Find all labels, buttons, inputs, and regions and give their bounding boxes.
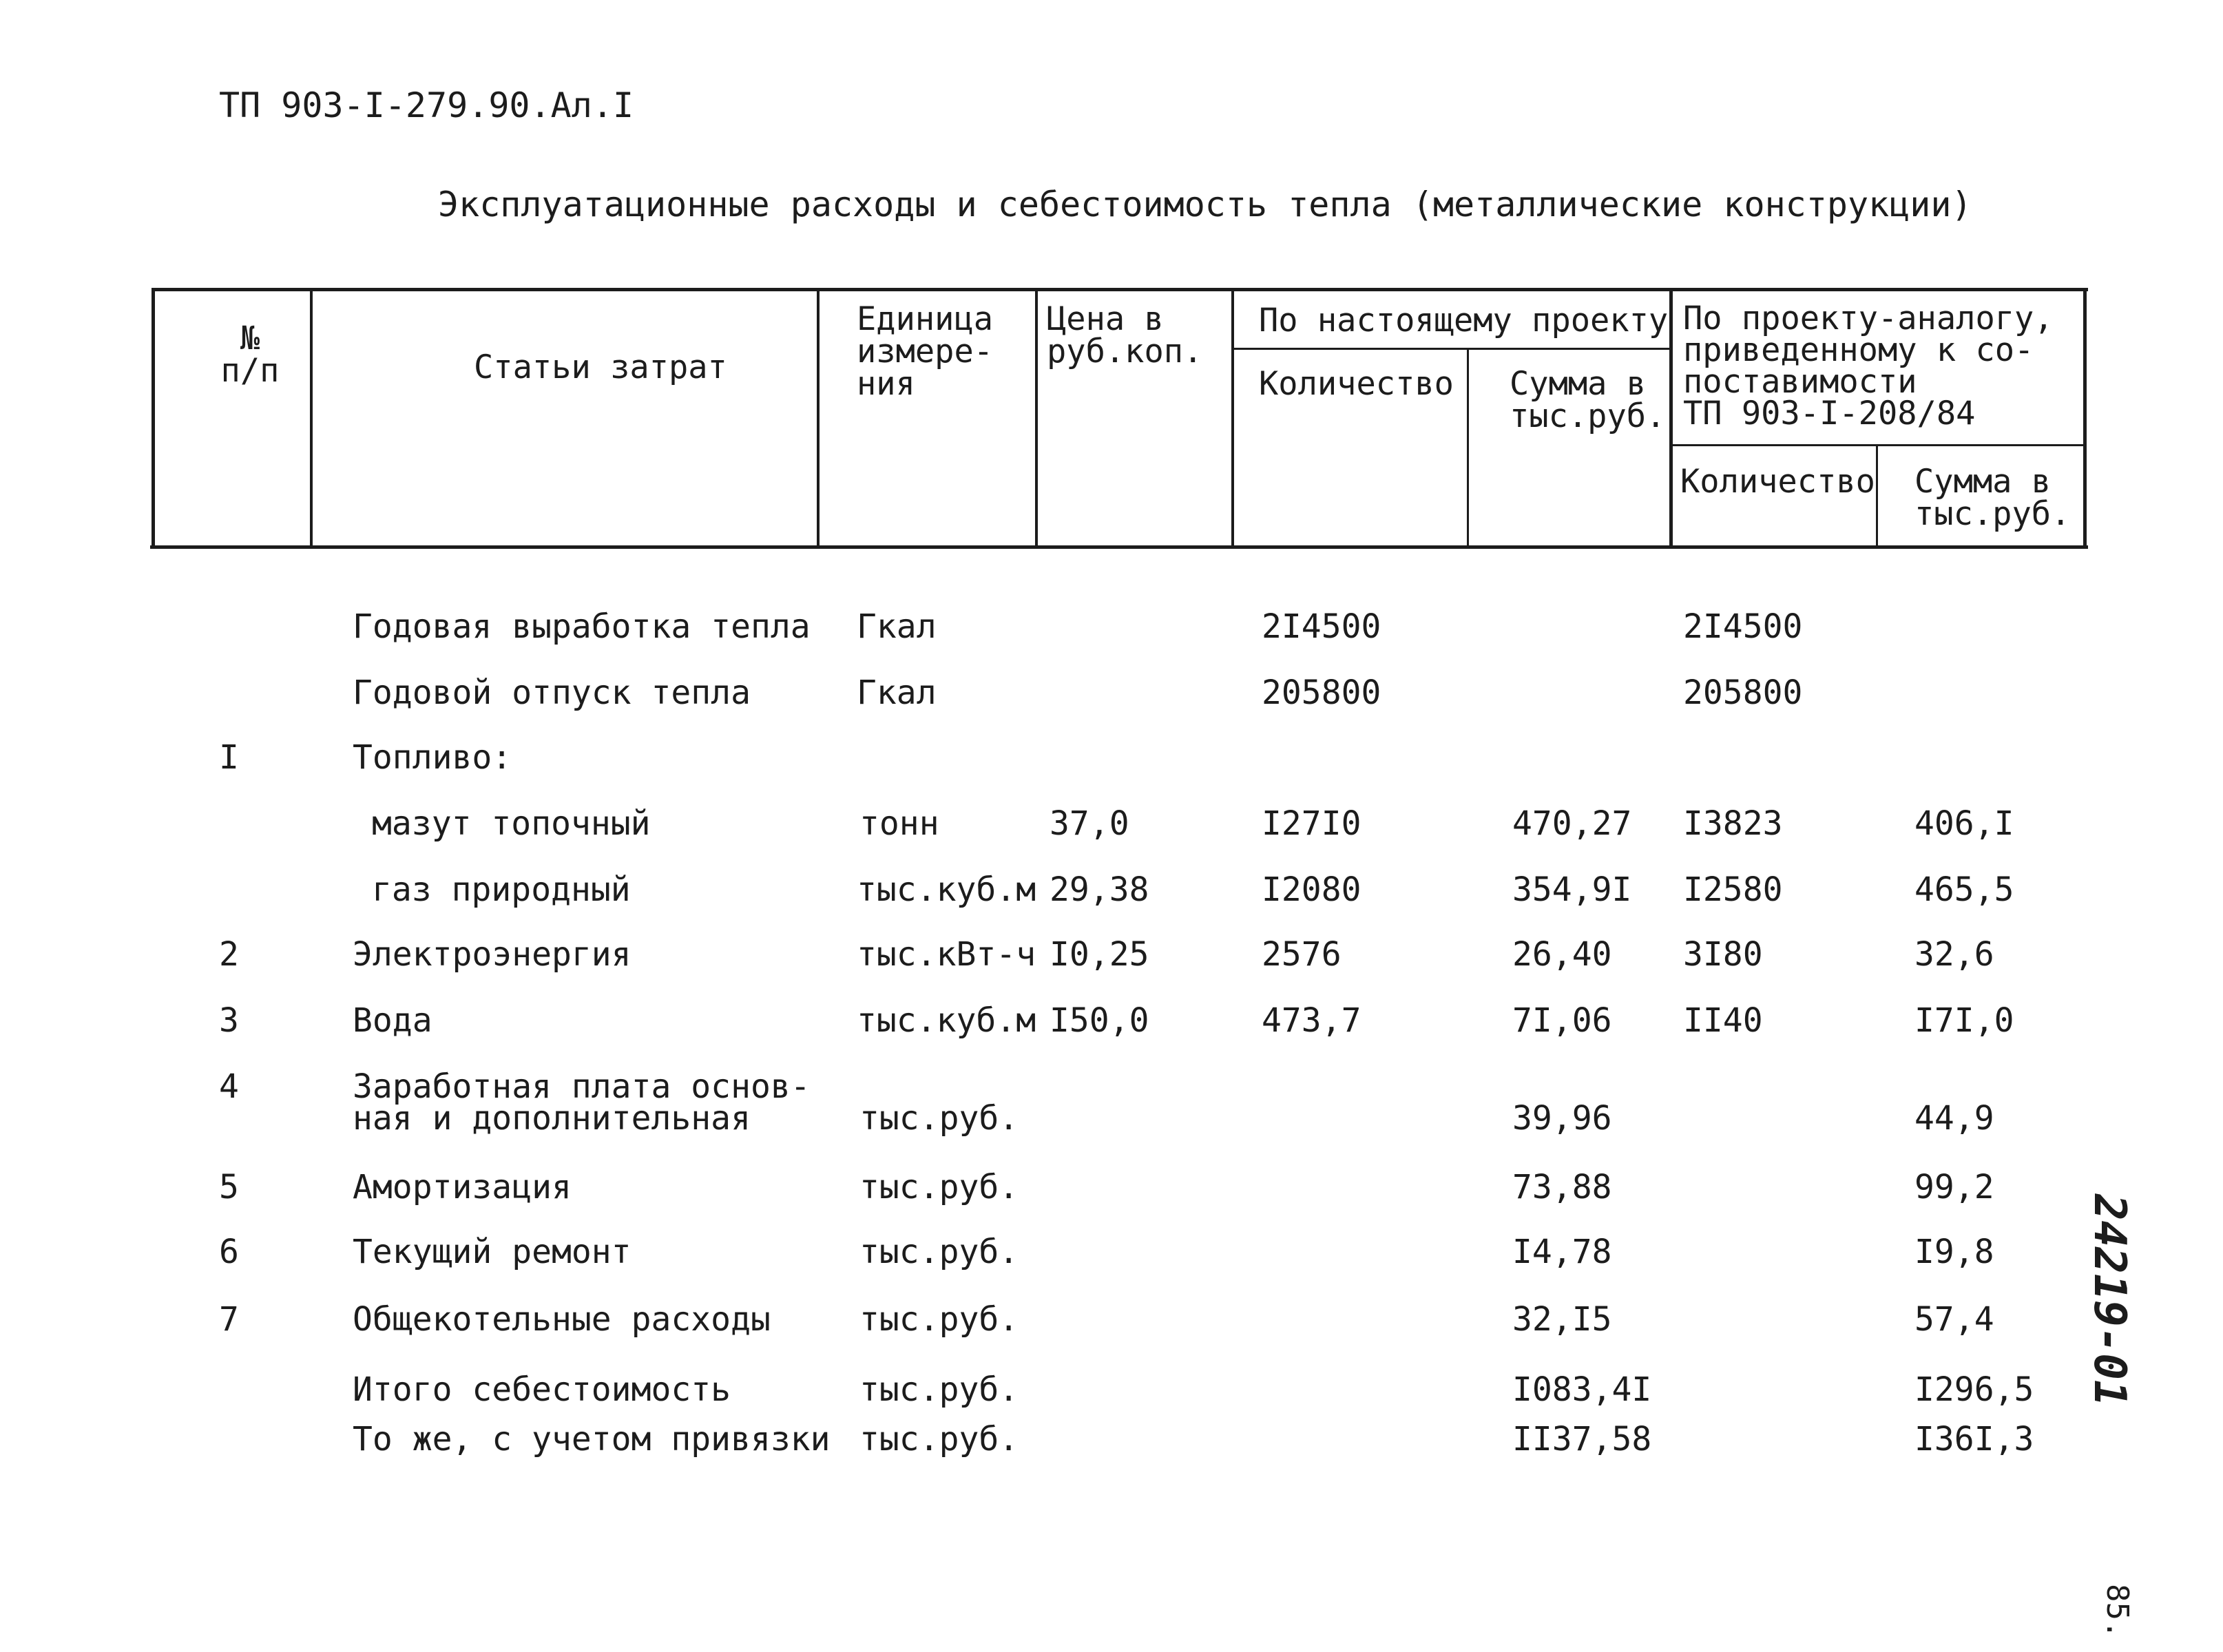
row-unit: тыс.руб. xyxy=(859,1233,1019,1271)
row-item: Текущий ремонт xyxy=(353,1233,632,1271)
row-unit: тыс.руб. xyxy=(859,1420,1019,1458)
row-number: I xyxy=(219,738,239,777)
row-unit: тыс.руб. xyxy=(859,1300,1019,1339)
row-item: газ природный xyxy=(372,870,631,909)
row-quantity: I2080 xyxy=(1262,870,1361,909)
row-sum: 32,I5 xyxy=(1512,1300,1612,1339)
row-sum: I083,4I xyxy=(1512,1370,1652,1409)
row-unit: тыс.куб.м xyxy=(857,870,1036,909)
row-number: 2 xyxy=(219,935,239,974)
row-unit: Гкал xyxy=(857,607,937,646)
page-number: 85. xyxy=(2100,1584,2135,1639)
row-number: 5 xyxy=(219,1168,239,1206)
row-quantity: 205800 xyxy=(1262,673,1381,712)
row-item: Общекотельные расходы xyxy=(353,1300,771,1339)
row-analog-sum: 32,6 xyxy=(1914,935,1994,974)
row-item: То же, с учетом привязки xyxy=(353,1420,831,1458)
row-item: Электроэнергия xyxy=(353,935,632,974)
row-quantity: 2576 xyxy=(1262,935,1342,974)
row-unit: тыс.руб. xyxy=(859,1099,1019,1138)
row-number: 6 xyxy=(219,1233,239,1271)
row-item: Амортизация xyxy=(353,1168,572,1206)
row-item: Итого себестоимость xyxy=(353,1370,731,1409)
row-analog-sum: I36I,3 xyxy=(1914,1420,2034,1458)
row-price: I0,25 xyxy=(1050,935,1149,974)
row-analog-sum: 44,9 xyxy=(1914,1099,1994,1138)
header-current-quantity: Количество xyxy=(1259,365,1454,403)
row-item: Вода xyxy=(353,1001,432,1040)
row-analog-sum: I296,5 xyxy=(1914,1370,2034,1409)
row-analog-quantity: II40 xyxy=(1683,1001,1763,1040)
header-unit: Единица измере- ния xyxy=(857,300,994,403)
row-sum: 26,40 xyxy=(1512,935,1612,974)
row-analog-sum: I9,8 xyxy=(1914,1233,1994,1271)
row-unit: тонн xyxy=(859,804,939,843)
row-sum: 39,96 xyxy=(1512,1099,1612,1138)
header-number: № п/п xyxy=(220,320,280,390)
header-analog-sum: Сумма в тыс.руб. xyxy=(1914,463,2071,533)
row-analog-sum: 99,2 xyxy=(1914,1168,1994,1206)
row-analog-sum: 57,4 xyxy=(1914,1300,1994,1339)
header-price: Цена в руб.коп. xyxy=(1047,300,1203,370)
archive-number: 24219-01 xyxy=(2084,1194,2135,1407)
row-sum: II37,58 xyxy=(1512,1420,1652,1458)
header-analog-project: По проекту-аналогу, приведенному к со- поставимости ТП 903-I-208/84 xyxy=(1683,300,2054,432)
row-analog-quantity: I2580 xyxy=(1683,870,1783,909)
row-quantity: I27I0 xyxy=(1262,804,1361,843)
row-sum: 470,27 xyxy=(1512,804,1632,843)
row-quantity: 2I4500 xyxy=(1262,607,1381,646)
row-item: Топливо: xyxy=(353,738,512,777)
row-item: Годовая выработка тепла xyxy=(353,607,811,646)
header-item: Статьи затрат xyxy=(474,348,727,386)
document-code: ТП 903-I-279.90.Ал.I xyxy=(219,85,634,125)
page-title: Эксплуатационные расходы и себестоимость тепла (металлические конструкции) xyxy=(438,185,1972,224)
row-sum: I4,78 xyxy=(1512,1233,1612,1271)
row-price: 29,38 xyxy=(1050,870,1149,909)
row-unit: тыс.кВт-ч xyxy=(857,935,1036,974)
row-sum: 73,88 xyxy=(1512,1168,1612,1206)
row-unit: Гкал xyxy=(857,673,937,712)
row-unit: тыс.руб. xyxy=(859,1168,1019,1206)
row-analog-sum: I7I,0 xyxy=(1914,1001,2014,1040)
row-item: Заработная плата основ- xyxy=(353,1067,811,1106)
row-analog-sum: 406,I xyxy=(1914,804,2014,843)
row-analog-quantity: 205800 xyxy=(1683,673,1803,712)
row-price: I50,0 xyxy=(1050,1001,1149,1040)
row-unit: тыс.куб.м xyxy=(857,1001,1036,1040)
row-item-continuation: ная и дополнительная xyxy=(353,1099,751,1138)
row-price: 37,0 xyxy=(1050,804,1129,843)
row-analog-sum: 465,5 xyxy=(1914,870,2014,909)
row-analog-quantity: 3I80 xyxy=(1683,935,1763,974)
header-current-sum: Сумма в тыс.руб. xyxy=(1510,365,1666,435)
row-number: 7 xyxy=(219,1300,239,1339)
row-item: Годовой отпуск тепла xyxy=(353,673,751,712)
row-number: 3 xyxy=(219,1001,239,1040)
row-item: мазут топочный xyxy=(372,804,651,843)
row-sum: 7I,06 xyxy=(1512,1001,1612,1040)
row-number: 4 xyxy=(219,1067,239,1106)
row-sum: 354,9I xyxy=(1512,870,1632,909)
row-unit: тыс.руб. xyxy=(859,1370,1019,1409)
row-analog-quantity: I3823 xyxy=(1683,804,1783,843)
row-analog-quantity: 2I4500 xyxy=(1683,607,1803,646)
row-quantity: 473,7 xyxy=(1262,1001,1361,1040)
header-current-project: По настоящему проекту xyxy=(1259,302,1669,339)
header-analog-quantity: Количество xyxy=(1680,463,1875,501)
